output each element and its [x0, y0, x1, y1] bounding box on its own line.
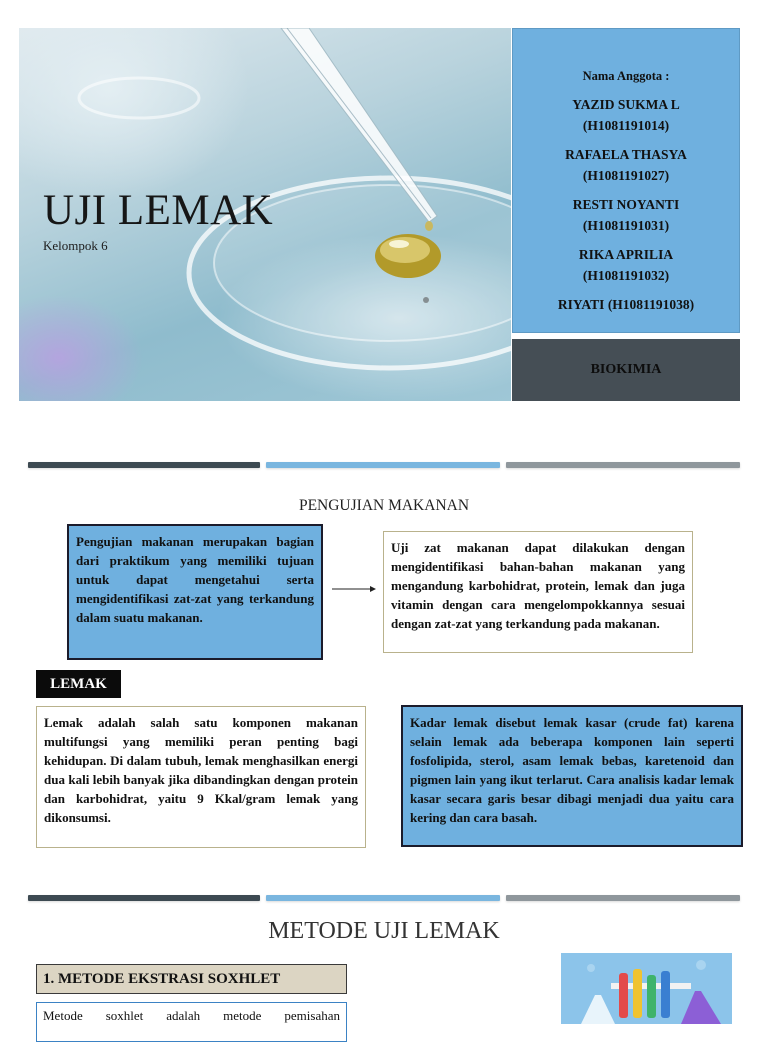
divider-segment	[506, 895, 740, 901]
member-name: RIYATI (H1081191038)	[557, 297, 695, 312]
method-heading: 1. METODE EKSTRASI SOXHLET	[36, 964, 347, 994]
member-id: (H1081191031)	[582, 218, 670, 233]
member-name: RESTI NOYANTI	[572, 197, 680, 212]
members-panel	[512, 28, 740, 333]
divider-segment	[506, 462, 740, 468]
member-item	[513, 294, 739, 315]
section-divider	[28, 462, 740, 468]
member-name: RAFAELA THASYA	[565, 147, 687, 162]
member-item	[513, 94, 739, 136]
member-item	[513, 194, 739, 236]
method-text: Metode soxhlet adalah metode pemisahan	[36, 1002, 347, 1042]
divider-segment	[28, 895, 260, 901]
title-hero-image	[19, 28, 511, 401]
section-title: METODE UJI LEMAK	[268, 918, 500, 944]
member-id: (H1081191032)	[582, 268, 670, 283]
slide-subtitle: Kelompok 6	[43, 238, 108, 253]
divider-segment	[266, 895, 500, 901]
kadar-lemak-box: Kadar lemak disebut lemak kasar (crude fat) karena selain lemak ada beberapa komponen lain seperti fosfolipida, sterol, asam lemak bebas, karetenoid dan pigmen lain yang ikut terlarut. Cara analisis kadar lemak kasar secara garis besar dibagi menjadi dua yaitu cara kering dan cara basah.	[401, 705, 743, 847]
members-heading: Nama Anggota :	[582, 69, 670, 83]
member-id: (H1081191014)	[582, 118, 670, 133]
member-id: (H1081191027)	[582, 168, 670, 183]
member-item	[513, 144, 739, 186]
description-box: Uji zat makanan dapat dilakukan dengan mengidentifikasi bahan-bahan makanan yang mengandung karbohidrat, protein, lemak dan juga vitamin dengan cara mengelompokkannya sesuai dengan zat-zat yang terkandung pada makanan.	[383, 531, 693, 653]
definition-box: Pengujian makanan merupakan bagian dari praktikum yang memiliki tujuan untuk dapat mengetahui serta mengidentifikasi zat-zat yang terkandung dalam suatu makanan.	[67, 524, 323, 660]
divider-segment	[28, 462, 260, 468]
member-item	[513, 244, 739, 286]
lemak-definition-box: Lemak adalah salah satu komponen makanan multifungsi yang memiliki peran penting bagi kehidupan. Di dalam tubuh, lemak menghasilkan energi dua kali lebih banyak jika dibandingkan dengan protein dan karbohidrat, yaitu 9 Kkal/gram lemak yang dikonsumsi.	[36, 706, 366, 848]
slide-title: UJI LEMAK	[43, 187, 274, 234]
member-name: YAZID SUKMA L	[572, 97, 680, 112]
section-divider	[28, 895, 740, 901]
divider-segment	[266, 462, 500, 468]
lab-flasks-image	[561, 953, 732, 1024]
subject-label: BIOKIMIA	[512, 339, 740, 401]
member-name: RIKA APRILIA	[578, 247, 674, 262]
lemak-label: LEMAK	[36, 670, 121, 698]
flow-arrow	[332, 584, 376, 594]
section-title: PENGUJIAN MAKANAN	[298, 497, 470, 514]
